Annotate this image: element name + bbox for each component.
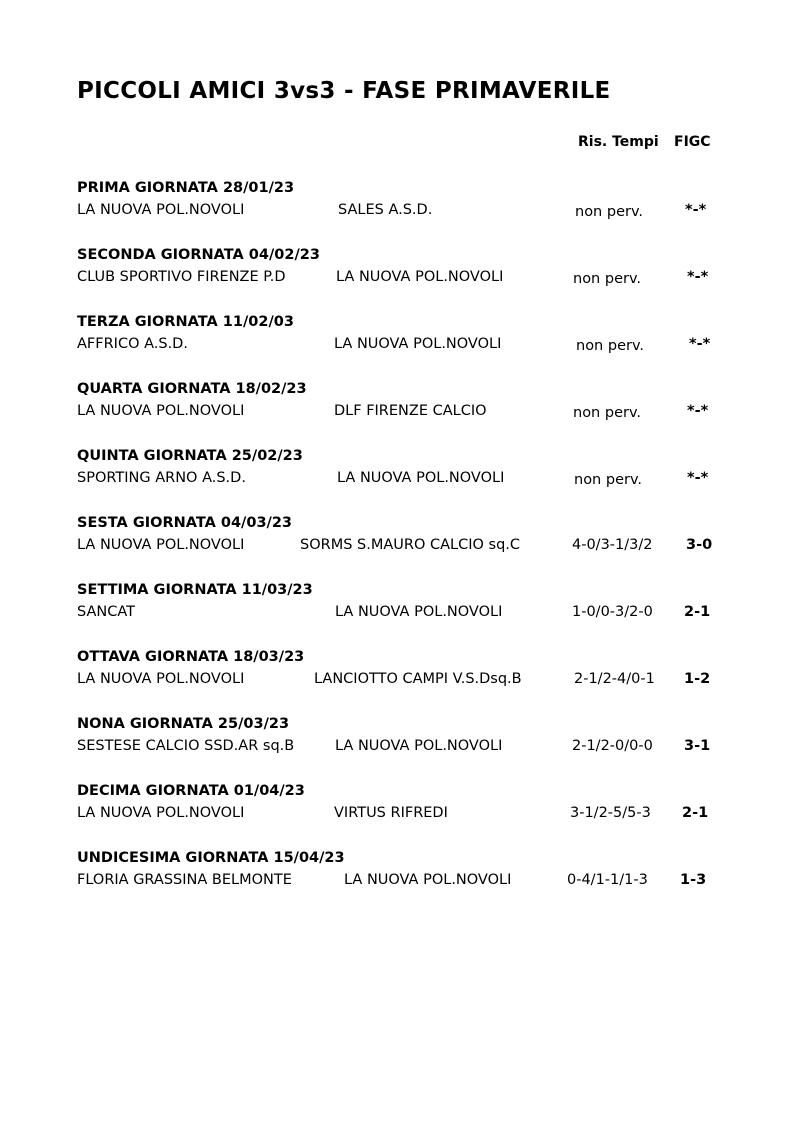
round-11	[0, 850, 795, 900]
round-5	[0, 448, 795, 498]
home-team: LA NUOVA POL.NOVOLI	[77, 671, 245, 687]
figc-result: 2-1	[684, 604, 711, 620]
away-team: DLF FIRENZE CALCIO	[334, 403, 487, 419]
figc-result: 1-2	[684, 671, 711, 687]
round-6	[0, 515, 795, 565]
round-8	[0, 649, 795, 699]
round-title: NONA GIORNATA 25/03/23	[77, 716, 290, 732]
round-1	[0, 180, 795, 230]
away-team: LA NUOVA POL.NOVOLI	[335, 604, 503, 620]
round-10	[0, 783, 795, 833]
result-periods: non perv.	[575, 204, 644, 220]
away-team: LA NUOVA POL.NOVOLI	[334, 336, 502, 352]
round-title: QUINTA GIORNATA 25/02/23	[77, 448, 303, 464]
result-periods: 1-0/0-3/2-0	[572, 604, 653, 620]
round-title: SETTIMA GIORNATA 11/03/23	[77, 582, 313, 598]
round-4	[0, 381, 795, 431]
result-periods: non perv.	[576, 338, 645, 354]
home-team: LA NUOVA POL.NOVOLI	[77, 403, 245, 419]
result-periods: 3-1/2-5/5-3	[570, 805, 651, 821]
round-3	[0, 314, 795, 364]
away-team: SALES A.S.D.	[338, 202, 433, 218]
round-title: QUARTA GIORNATA 18/02/23	[77, 381, 307, 397]
home-team: SESTESE CALCIO SSD.AR sq.B	[77, 738, 295, 754]
figc-result: *-*	[687, 269, 709, 285]
result-periods: 2-1/2-0/0-0	[572, 738, 653, 754]
round-9	[0, 716, 795, 766]
home-team: CLUB SPORTIVO FIRENZE P.D	[77, 269, 286, 285]
home-team: LA NUOVA POL.NOVOLI	[77, 805, 245, 821]
result-periods: non perv.	[573, 405, 642, 421]
away-team: SORMS S.MAURO CALCIO sq.C	[300, 537, 521, 553]
round-title: PRIMA GIORNATA 28/01/23	[77, 180, 295, 196]
column-header-figc: FIGC	[674, 134, 711, 150]
away-team: LA NUOVA POL.NOVOLI	[337, 470, 505, 486]
round-2	[0, 247, 795, 297]
page-title: PICCOLI AMICI 3vs3 - FASE PRIMAVERILE	[77, 78, 611, 104]
figc-result: 1-3	[680, 872, 707, 888]
away-team: LA NUOVA POL.NOVOLI	[336, 269, 504, 285]
round-title: SESTA GIORNATA 04/03/23	[77, 515, 293, 531]
round-title: DECIMA GIORNATA 01/04/23	[77, 783, 305, 799]
away-team: LANCIOTTO CAMPI V.S.Dsq.B	[314, 671, 522, 687]
away-team: LA NUOVA POL.NOVOLI	[335, 738, 503, 754]
home-team: SPORTING ARNO A.S.D.	[77, 470, 246, 486]
column-header-ris-tempi: Ris. Tempi	[578, 134, 659, 150]
result-periods: 0-4/1-1/1-3	[567, 872, 648, 888]
figc-result: 3-1	[684, 738, 711, 754]
home-team: AFFRICO A.S.D.	[77, 336, 188, 352]
home-team: LA NUOVA POL.NOVOLI	[77, 537, 245, 553]
away-team: VIRTUS RIFREDI	[334, 805, 448, 821]
round-title: TERZA GIORNATA 11/02/03	[77, 314, 294, 330]
round-title: OTTAVA GIORNATA 18/03/23	[77, 649, 305, 665]
home-team: SANCAT	[77, 604, 136, 620]
figc-result: *-*	[685, 202, 707, 218]
figc-result: *-*	[689, 336, 711, 352]
home-team: LA NUOVA POL.NOVOLI	[77, 202, 245, 218]
result-periods: 2-1/2-4/0-1	[574, 671, 655, 687]
result-periods: 4-0/3-1/3/2	[572, 537, 653, 553]
round-7	[0, 582, 795, 632]
result-periods: non perv.	[574, 472, 643, 488]
figc-result: 3-0	[686, 537, 713, 553]
figc-result: *-*	[687, 470, 709, 486]
home-team: FLORIA GRASSINA BELMONTE	[77, 872, 292, 888]
figc-result: *-*	[687, 403, 709, 419]
figc-result: 2-1	[682, 805, 709, 821]
result-periods: non perv.	[573, 271, 642, 287]
round-title: UNDICESIMA GIORNATA 15/04/23	[77, 850, 345, 866]
round-title: SECONDA GIORNATA 04/02/23	[77, 247, 320, 263]
away-team: LA NUOVA POL.NOVOLI	[344, 872, 512, 888]
